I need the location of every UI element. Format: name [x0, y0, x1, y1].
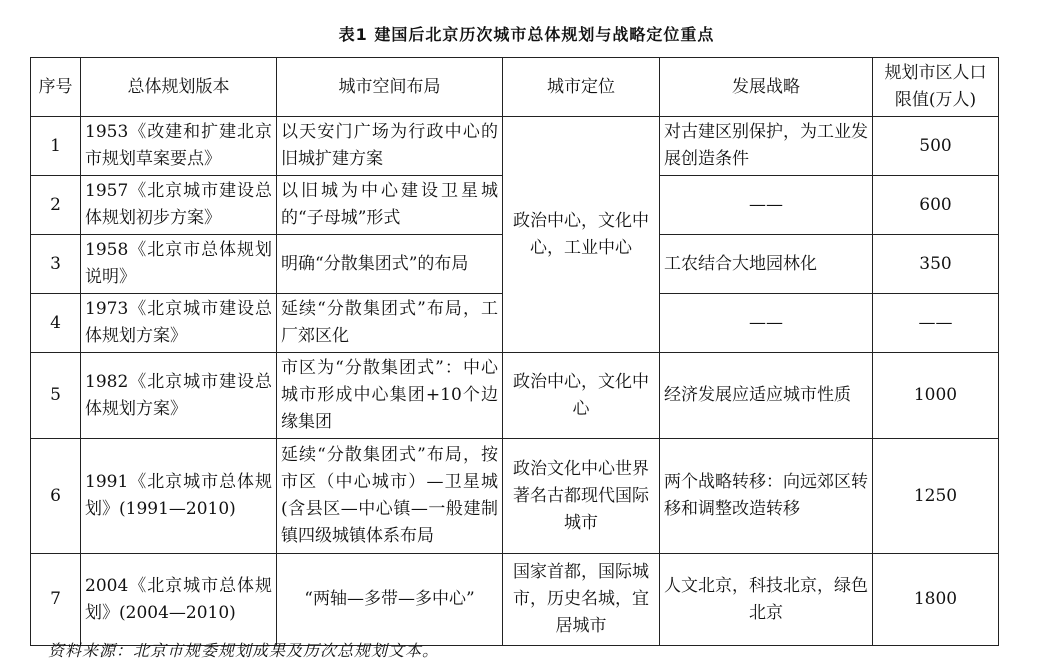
row-population: 1250	[873, 439, 999, 554]
row-strategy: ——	[660, 294, 873, 353]
row-layout: 以天安门广场为行政中心的旧城扩建方案	[277, 117, 503, 176]
source-note: 资料来源：北京市规委规划成果及历次总规划文本。	[48, 641, 440, 660]
row-layout: “两轴—多带—多中心”	[277, 554, 503, 646]
row-version: 1982《北京城市建设总体规划方案》	[81, 353, 277, 439]
row-strategy: 两个战略转移：向远郊区转移和调整改造转移	[660, 439, 873, 554]
row-layout: 以旧城为中心建设卫星城的“子母城”形式	[277, 176, 503, 235]
row-position: 政治中心，文化中心	[503, 353, 660, 439]
table-row	[31, 353, 999, 439]
row-position-merged: 政治中心，文化中心，工业中心	[503, 117, 660, 353]
row-layout: 延续“分散集团式”布局，按市区（中心城市）—卫星城(含县区—中心镇—一般建制镇四级城镇体系布局	[277, 439, 503, 554]
table-row	[31, 439, 999, 554]
row-version: 1991《北京城市总体规划》(1991—2010)	[81, 439, 277, 554]
header-no: 序号	[31, 58, 81, 117]
row-no: 5	[31, 353, 81, 439]
row-layout: 明确“分散集团式”的布局	[277, 235, 503, 294]
row-population: 500	[873, 117, 999, 176]
header-layout: 城市空间布局	[277, 58, 503, 117]
table-title: 表1 建国后北京历次城市总体规划与战略定位重点	[338, 25, 715, 44]
row-version: 1958《北京市总体规划说明》	[81, 235, 277, 294]
row-population: ——	[873, 294, 999, 353]
row-no: 4	[31, 294, 81, 353]
row-strategy: 人文北京，科技北京，绿色北京	[660, 554, 873, 646]
row-no: 6	[31, 439, 81, 554]
row-population: 600	[873, 176, 999, 235]
row-layout: 市区为“分散集团式”：中心城市形成中心集团+10个边缘集团	[277, 353, 503, 439]
row-layout: 延续“分散集团式”布局，工厂郊区化	[277, 294, 503, 353]
row-population: 1800	[873, 554, 999, 646]
header-population: 规划市区人口限值(万人)	[873, 58, 999, 117]
row-population: 1000	[873, 353, 999, 439]
header-row	[31, 58, 999, 117]
row-position: 国家首都，国际城市，历史名城，宜居城市	[503, 554, 660, 646]
row-no: 7	[31, 554, 81, 646]
table-row	[31, 117, 999, 176]
row-position: 政治文化中心世界著名古都现代国际城市	[503, 439, 660, 554]
row-version: 1953《改建和扩建北京市规划草案要点》	[81, 117, 277, 176]
row-no: 1	[31, 117, 81, 176]
row-version: 1973《北京城市建设总体规划方案》	[81, 294, 277, 353]
planning-table	[30, 57, 999, 646]
row-version: 1957《北京城市建设总体规划初步方案》	[81, 176, 277, 235]
row-version: 2004《北京城市总体规划》(2004—2010)	[81, 554, 277, 646]
row-strategy: 经济发展应适应城市性质	[660, 353, 873, 439]
header-position: 城市定位	[503, 58, 660, 117]
row-no: 2	[31, 176, 81, 235]
row-strategy: 对古建区别保护，为工业发展创造条件	[660, 117, 873, 176]
row-strategy: 工农结合大地园林化	[660, 235, 873, 294]
header-version: 总体规划版本	[81, 58, 277, 117]
row-no: 3	[31, 235, 81, 294]
table-row	[31, 554, 999, 646]
header-strategy: 发展战略	[660, 58, 873, 117]
row-population: 350	[873, 235, 999, 294]
row-strategy: ——	[660, 176, 873, 235]
